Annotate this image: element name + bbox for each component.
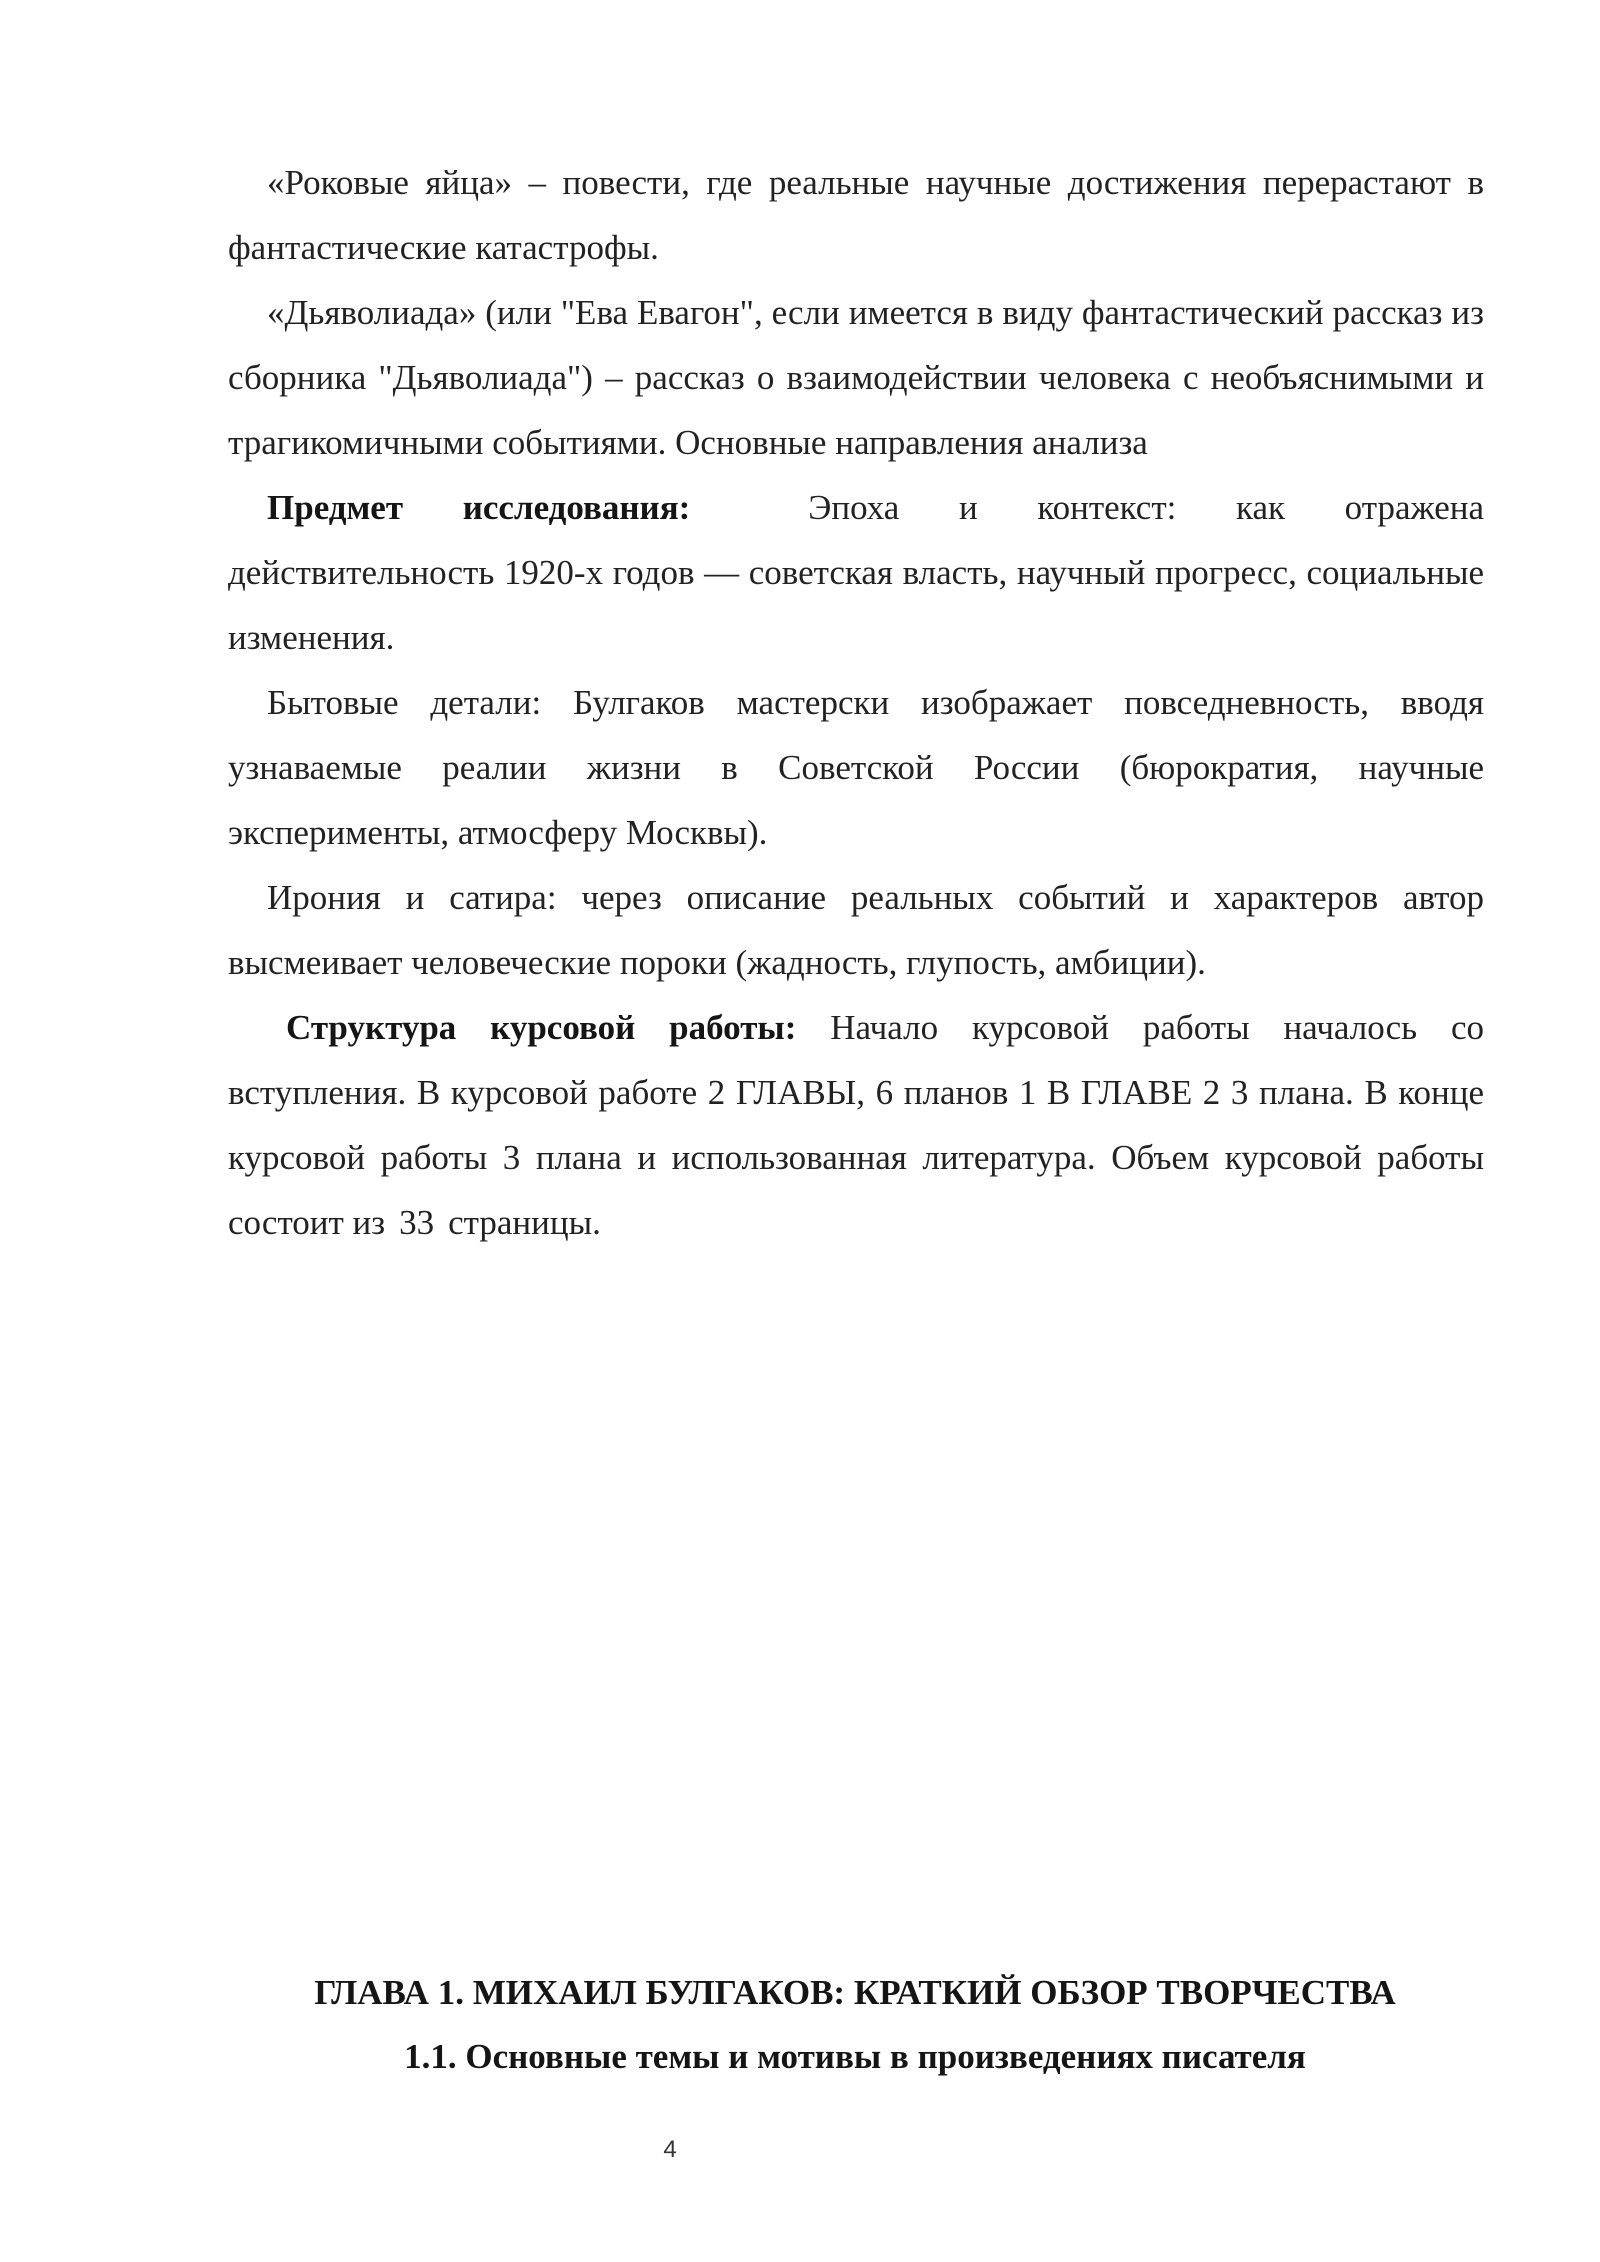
research-subject-label: Предмет исследования: <box>267 488 691 527</box>
structure-text-end: страницы. <box>448 1203 601 1242</box>
paragraph-everyday-details: Бытовые детали: Булгаков мастерски изображает повседневность, вводя узнаваемые реалии жизни в Советской России (бюрократия, научные эксперименты, атмосферу Москвы). <box>228 683 1484 852</box>
structure-label: Структура курсовой работы: <box>286 1008 797 1047</box>
structure-text: Начало курсовой работы началось со вступления. В курсовой работе 2 ГЛАВЫ, 6 планов 1 В ГЛАВЕ 2 3 плана. В конце курсовой работы 3 плана и использованная литература. Объем курсовой работы состоит из <box>228 1008 1484 1242</box>
paragraph-fatal-eggs: «Роковые яйца» – повести, где реальные научные достижения перерастают в фантастические катастрофы. <box>228 163 1484 267</box>
paragraph-research-subject <box>228 475 1484 670</box>
section-title: 1.1. Основные темы и мотивы в произведениях писателя <box>404 2037 1306 2076</box>
paragraph-diaboliad: «Дьяволиада» (или "Ева Евагон", если имеется в виду фантастический рассказ из сборника "Дьяволиада") – рассказ о взаимодействии человека с необъяснимыми и трагикомичными событиями. Основные направления анализа <box>228 293 1484 462</box>
paragraph-irony-satire: Ирония и сатира: через описание реальных событий и характеров автор высмеивает человеческие пороки (жадность, глупость, амбиции). <box>228 878 1484 982</box>
body-text <box>228 150 1484 1255</box>
chapter-title: ГЛАВА 1. МИХАИЛ БУЛГАКОВ: КРАТКИЙ ОБЗОР ТВОРЧЕСТВА <box>314 1973 1396 2012</box>
page-count: 33 <box>399 1203 435 1242</box>
research-subject-text: Эпоха и контекст: как отражена действительность 1920-х годов — советская власть, научный прогресс, социальные изменения. <box>228 488 1484 657</box>
paragraph-coursework-structure <box>228 995 1484 1255</box>
page-number: 4 <box>663 2136 677 2163</box>
